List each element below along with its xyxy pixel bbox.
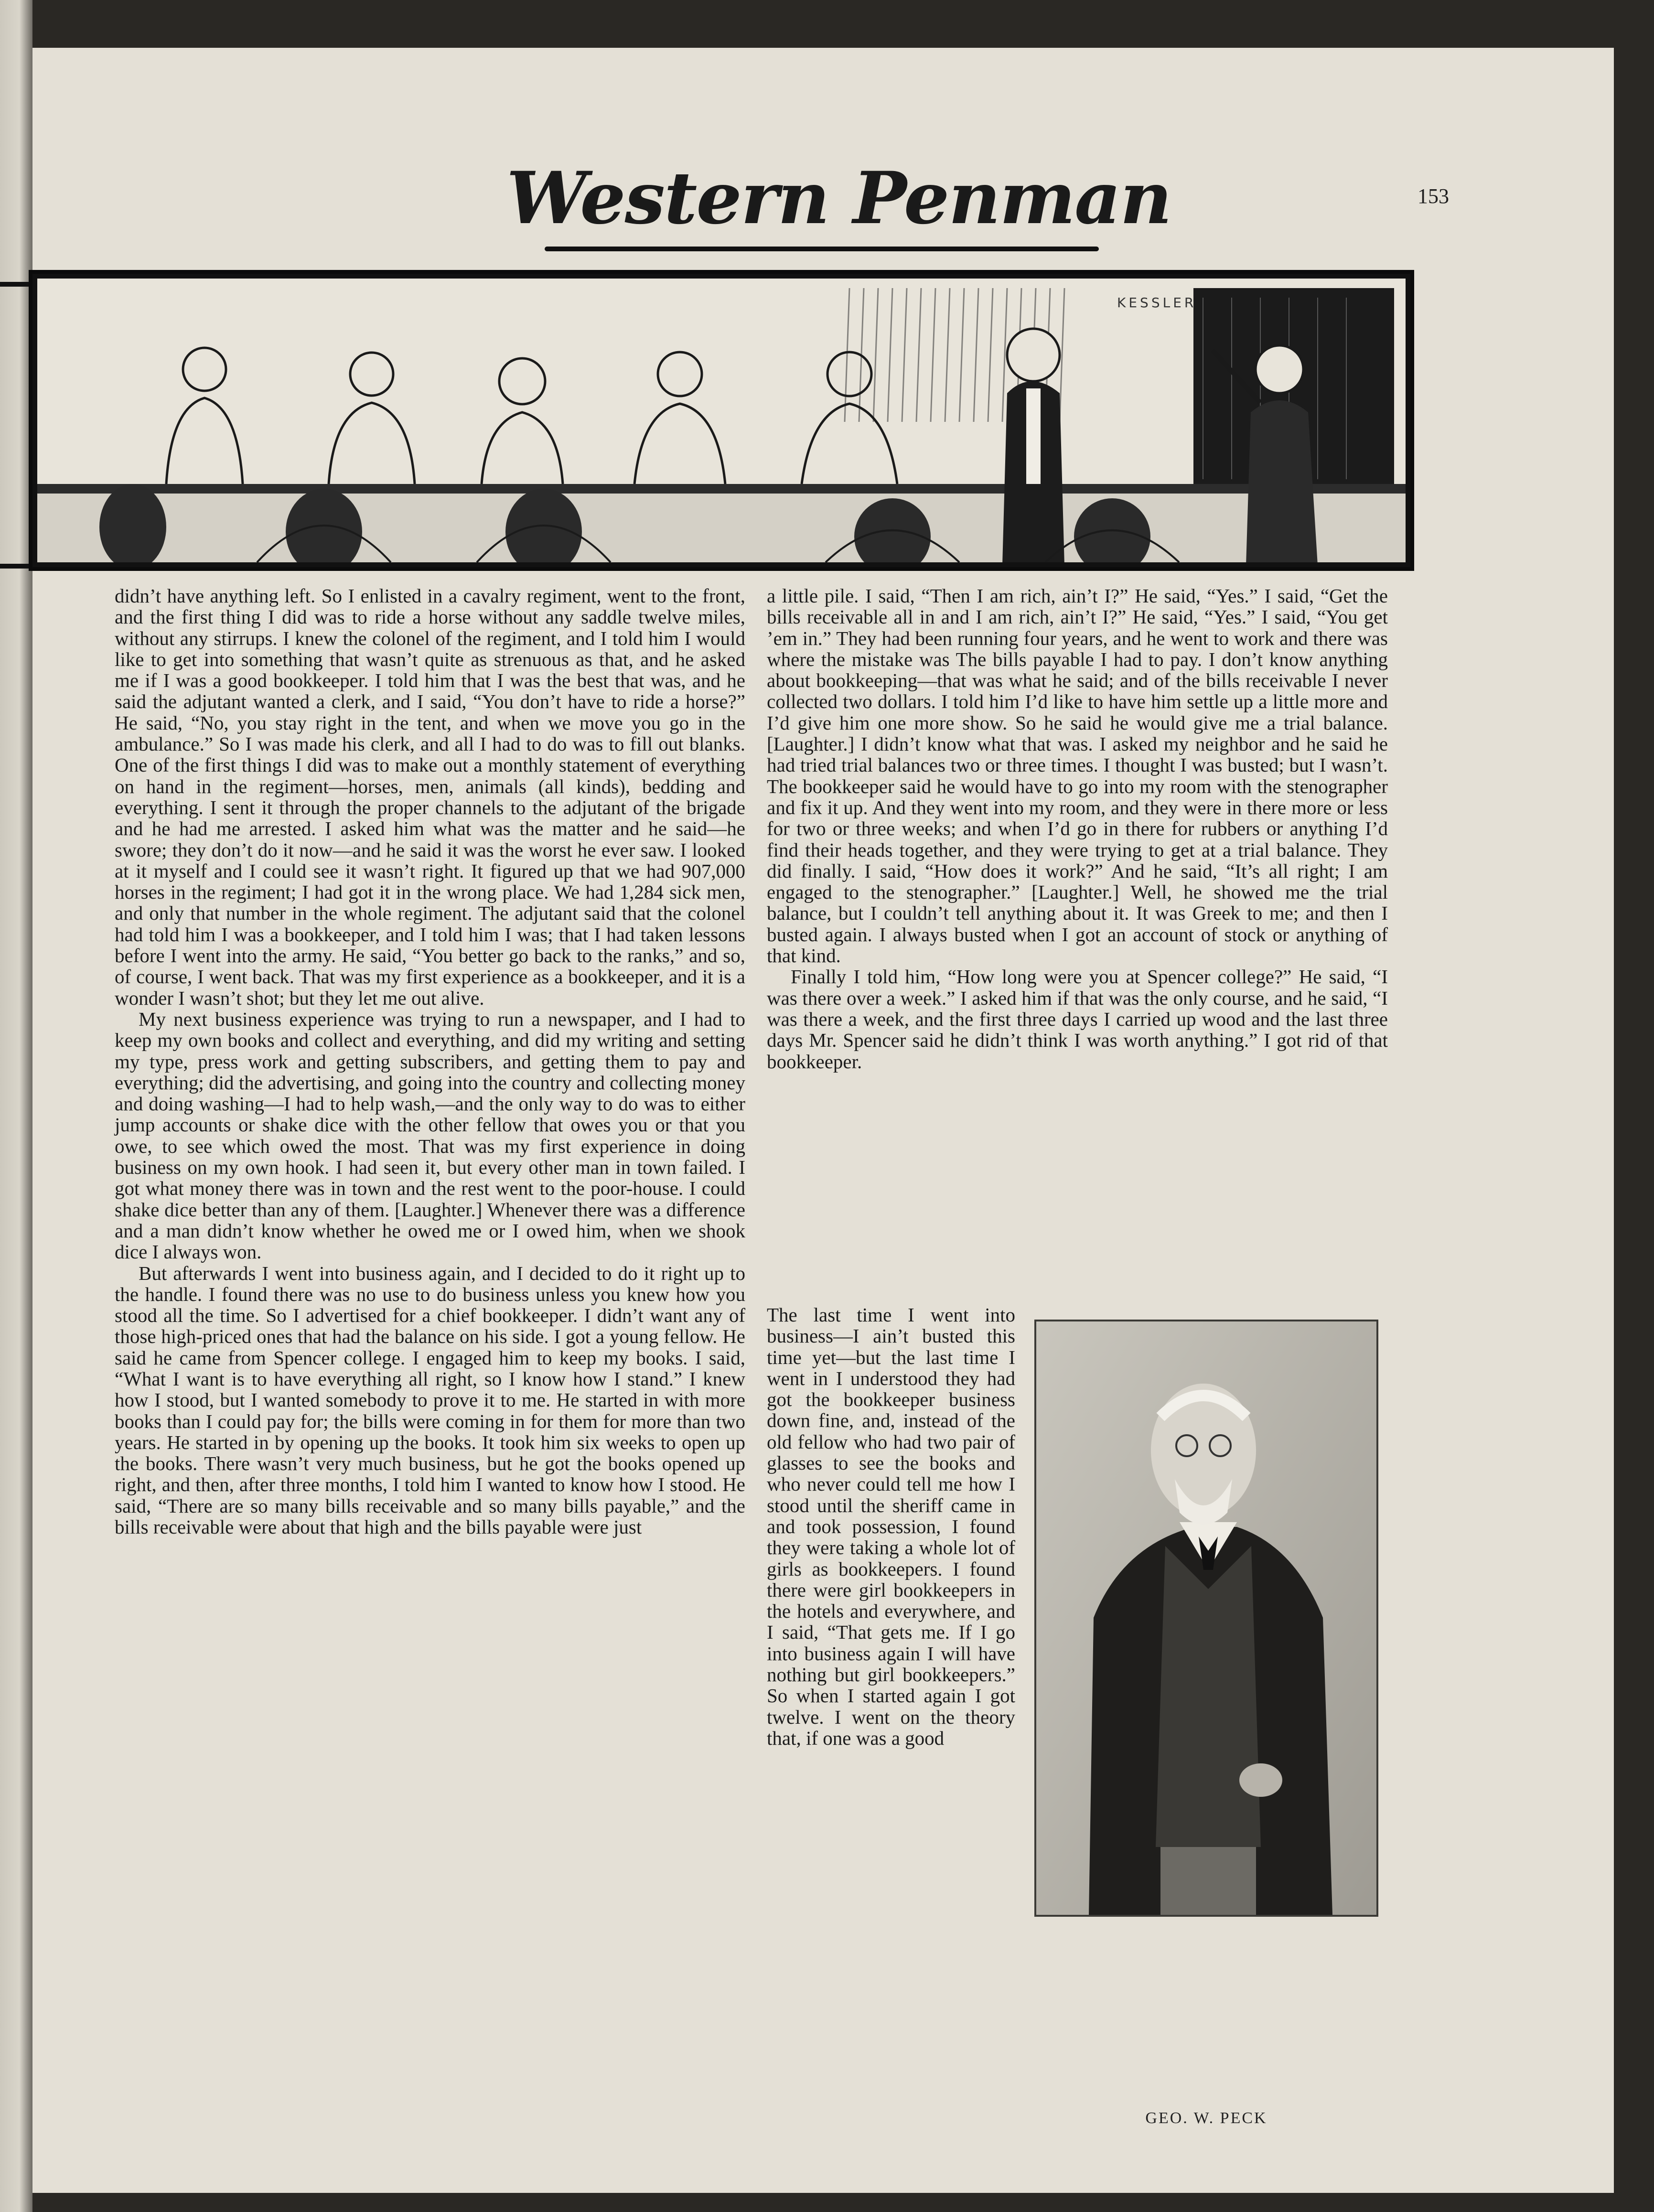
paragraph: The last time I went into business—I ain’t busted this time yet—but the last time I went in I understood they had got the bookkeeper business down fine, and, instead of the old fellow who had two pair of glasses to see the books and who never could tell me how I stood until the sheriff came in and took possession, I found they were taking a whole lot of girls as bookkeepers. I found there were girl bookkeepers in the hotels and everywhere, and I said, “That gets me. If I go into business again I will have nothing but girl bookkeepers.” So when I started again I got twelve. I went on the theory that, if one was a good	[767, 1304, 1015, 1749]
article-right-column	[767, 585, 1388, 1072]
artist-signature: KESSLER	[1117, 295, 1197, 311]
scan-background	[1614, 0, 1654, 2212]
facing-page-banner-edge	[0, 282, 32, 569]
masthead	[478, 153, 1171, 258]
paragraph: My next business experience was trying to run a newspaper, and I had to keep my own books and collect and everything, and did my writing and setting my type, press work and getting subscribers, and getting them to pay and everything; did the advertising, and going into the country and collecting money and doing washing—I had to help wash,—and the only way to do was to either jump accounts or shake dice with the other fellow that owes you or that you owe, to see which owed the most. That was my first experience in doing business on my own hook. I had seen it, but every other man in town failed. I got what money there was in town and the rest went to the poor-house. I could shake dice better than any of them. [Laughter.] Whenever there was a difference and a man didn’t know whether he owed me or I owed him, when we shook dice I always won.	[115, 1008, 745, 1263]
paragraph: a little pile. I said, “Then I am rich, ain’t I?” He said, “Yes.” I said, “Get the bills receivable all in and I am rich, ain’t I?” He said, “Yes.” I said, “You get ’em in.” They had been running four years, and he went to work and there was where the mistake was The bills payable I had to pay. I don’t know anything about bookkeeping—that was what he said; and of the bills receivable I never collected two dollars. I told him I’d like to have him settle up a little more and I’d give him one more show. So he said he would give me a trial balance. [Laughter.] I didn’t know what that was. I asked my neighbor and he said he had tried trial balances two or three times. I thought I was busted; but I wasn’t. The bookkeeper said he would have to go into my room with the stenographer and fix it up. And they went into my room, and they were in there more or less for two or three weeks; and when I’d go in there for rubbers or anything I’d find their heads together, and they were trying to get at a trial balance. They did finally. I said, “How does it work?” And he said, “It’s all right; I am engaged to the stenographer.” [Laughter.] Well, he showed me the trial balance, but I couldn’t tell anything about it. It was Greek to me; and then I busted again. I always busted when I got an account of stock or anything of that kind.	[767, 585, 1388, 967]
banner-illustration	[29, 270, 1414, 571]
paragraph: Finally I told him, “How long were you at Spencer college?” He said, “I was there over a week.” I asked him if that was the only course, and he said, “I was there a week, and the first three days I carried up wood and the last three days Mr. Spencer said he didn’t think I was worth anything.” I got rid of that bookkeeper.	[767, 966, 1388, 1073]
masthead-underline	[545, 247, 1099, 251]
article-right-narrow-column	[767, 1304, 1015, 1749]
page-number: 153	[1418, 184, 1449, 208]
paragraph: But afterwards I went into business again, and I decided to do it right up to the handle. I found there was no use to do business unless you knew how you stood all the time. So I advertised for a chief bookkeeper. I didn’t want any of those high-priced ones that had the balance on his side. I got a young fellow. He said he came from Spencer college. I engaged him to keep my books. I said, “What I want is to have everything all right, so I know how I stand.” I knew how I stood, but I wanted somebody to prove it to me. He started in with more books than I could pay for; the bills were coming in for them for more than two years. He started in by opening up the books. It took him six weeks to open up the books. There wasn’t very much business, but he got the books opened up right, and then, after three months, I told him I wanted to know how I stood. He said, “There are so many bills receivable and so many bills payable,” and the bills receivable were about that high and the bills payable were just	[115, 1262, 745, 1538]
masthead-title: Western Penman	[506, 156, 1171, 240]
meeting-illustration-icon	[37, 279, 1406, 562]
paragraph: didn’t have anything left. So I enlisted in a cavalry regiment, went to the front, and the first thing I did was to ride a horse without any saddle twelve miles, without any stirrups. I knew the colonel of the regiment, and I told him I would like to get into something that wasn’t quite as strenuous as that, and he asked me if I was a good bookkeeper. I told him that I was the best that was, and he said the adjutant wanted a clerk, and I said, “You don’t have to ride a horse?” He said, “No, you stay right in the tent, and when we move you go in the ambulance.” So I was made his clerk, and all I had to do was to fill out blanks. One of the first things I did was to make out a monthly statement of everything on hand in the regiment—horses, men, animals (all kinds), bedding and everything. I sent it through the proper channels to the adjutant of the brigade and he had me arrested. I asked him what was the matter and he said—he swore; they don’t do it now—and he said it was the worst he ever saw. I looked at it myself and I could see it wasn’t right. It figured up that we had 907,000 horses in the regiment; I had got it in the wrong place. We had 1,284 sick men, and only that number in the whole regiment. The adjutant said that the colonel had told him I was a bookkeeper, and I told him I was; that I had taken lessons before I went into the army. He said, “You better go back to the ranks,” and so, of course, I went back. That was my first experience as a bookkeeper, and it is a wonder I wasn’t shot; but they let me out alive.	[115, 585, 745, 1009]
portrait-caption: GEO. W. PECK	[1145, 2109, 1267, 2127]
article-left-column	[115, 585, 745, 1537]
portrait-photo-icon	[1036, 1321, 1376, 1915]
portrait-photo	[1034, 1320, 1378, 1917]
